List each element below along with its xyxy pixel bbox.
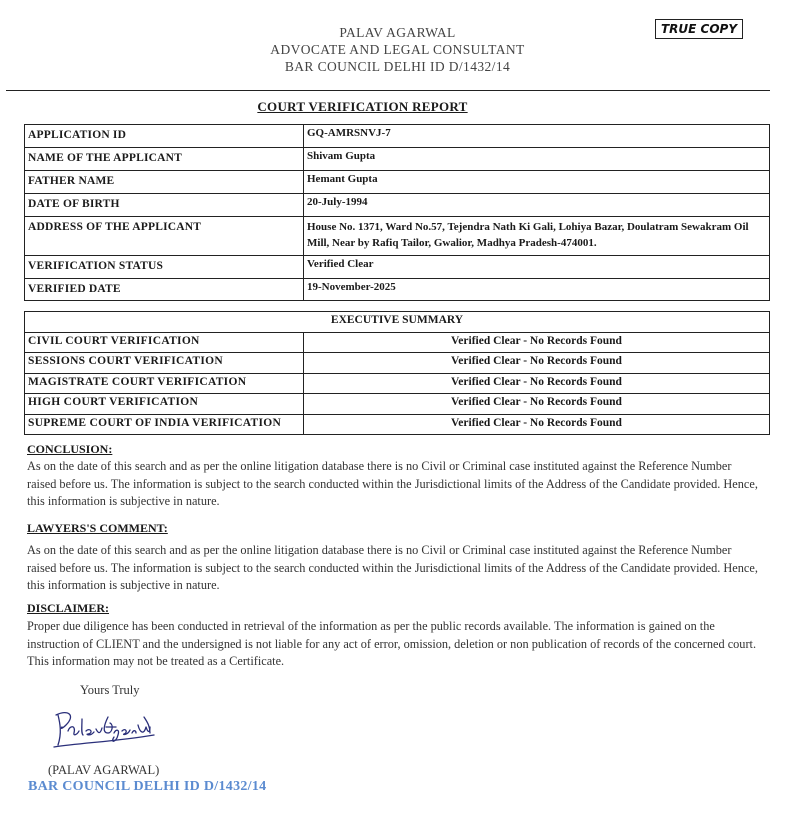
row-label: MAGISTRATE COURT VERIFICATION — [25, 373, 304, 394]
summary-heading: EXECUTIVE SUMMARY — [25, 312, 770, 333]
disclaimer-heading: DISCLAIMER: — [27, 601, 110, 615]
row-label: SESSIONS COURT VERIFICATION — [25, 353, 304, 374]
signature-icon — [50, 703, 160, 753]
lawyers-comment-text: As on the date of this search and as per the online litigation database there is no Civil or Criminal case instituted against the Reference Number raised before us. The information is subject to the search conducted within the Jurisdictional limits of the Address of the Candidate provided. Hence, this information is subjective in nature. — [27, 543, 758, 592]
row-value: 20-July-1994 — [304, 194, 770, 217]
row-label: ADDRESS OF THE APPLICANT — [25, 217, 304, 256]
row-value: Verified Clear - No Records Found — [304, 373, 770, 394]
row-value: GQ-AMRSNVJ-7 — [304, 125, 770, 148]
row-value: 19-November-2025 — [304, 279, 770, 301]
row-value: Hemant Gupta — [304, 171, 770, 194]
row-value: Verified Clear — [304, 256, 770, 279]
table-row — [25, 194, 770, 217]
closing-salutation: Yours Truly — [80, 683, 140, 697]
row-label: CIVIL COURT VERIFICATION — [25, 332, 304, 353]
row-value: Verified Clear - No Records Found — [304, 414, 770, 435]
row-label: APPLICATION ID — [25, 125, 304, 148]
table-row — [25, 171, 770, 194]
advocate-name: PALAV AGARWAL — [339, 25, 456, 40]
table-row — [25, 373, 770, 394]
conclusion-heading: CONCLUSION: — [27, 442, 113, 456]
table-row — [25, 256, 770, 279]
applicant-details-table — [24, 124, 770, 301]
table-row — [25, 414, 770, 435]
lawyers-comment-heading: LAWYERS'S COMMENT: — [27, 521, 168, 535]
table-row — [25, 353, 770, 374]
conclusion-text: As on the date of this search and as per the online litigation database there is no Civil or Criminal case instituted against the Reference Number raised before us. The information is subject to the search conducted within the Jurisdictional limits of the Address of the Candidate provided. Hence, this information is subjective in nature. — [27, 459, 758, 508]
report-title: COURT VERIFICATION REPORT — [257, 99, 468, 114]
row-value: Shivam Gupta — [304, 148, 770, 171]
table-row — [25, 279, 770, 301]
table-row — [25, 332, 770, 353]
executive-summary-table — [24, 311, 770, 435]
row-label: VERIFIED DATE — [25, 279, 304, 301]
header-divider — [6, 90, 770, 91]
disclaimer-text: Proper due diligence has been conducted in retrieval of the information as per the public records available. The information is gained on the instruction of CLIENT and the undersigned is not liable for any act of error, omission, deletion or non publication of records of the concerned court. This information may not be treated as a Certificate. — [27, 619, 757, 668]
true-copy-stamp: TRUE COPY — [655, 19, 743, 39]
row-label: FATHER NAME — [25, 171, 304, 194]
table-row — [25, 125, 770, 148]
table-row — [25, 217, 770, 256]
row-value: Verified Clear - No Records Found — [304, 394, 770, 415]
table-row — [25, 148, 770, 171]
row-value: Verified Clear - No Records Found — [304, 332, 770, 353]
row-label: HIGH COURT VERIFICATION — [25, 394, 304, 415]
table-header-row — [25, 312, 770, 333]
row-label: VERIFICATION STATUS — [25, 256, 304, 279]
signature — [50, 703, 160, 758]
row-value: Verified Clear - No Records Found — [304, 353, 770, 374]
advocate-designation: ADVOCATE AND LEGAL CONSULTANT — [270, 42, 525, 57]
table-row — [25, 394, 770, 415]
row-label: DATE OF BIRTH — [25, 194, 304, 217]
advocate-bar-id: BAR COUNCIL DELHI ID D/1432/14 — [284, 59, 511, 74]
signatory-name: (PALAV AGARWAL) — [48, 763, 160, 777]
signatory-bar-id: BAR COUNCIL DELHI ID D/1432/14 — [28, 779, 267, 794]
row-value: House No. 1371, Ward No.57, Tejendra Nath Ki Gali, Lohiya Bazar, Doulatram Sewakram Oil Mill, Near by Rafiq Tailor, Gwalior, Madhya Pradesh-474001. — [304, 217, 770, 256]
row-label: NAME OF THE APPLICANT — [25, 148, 304, 171]
row-label: SUPREME COURT OF INDIA VERIFICATION — [25, 414, 304, 435]
